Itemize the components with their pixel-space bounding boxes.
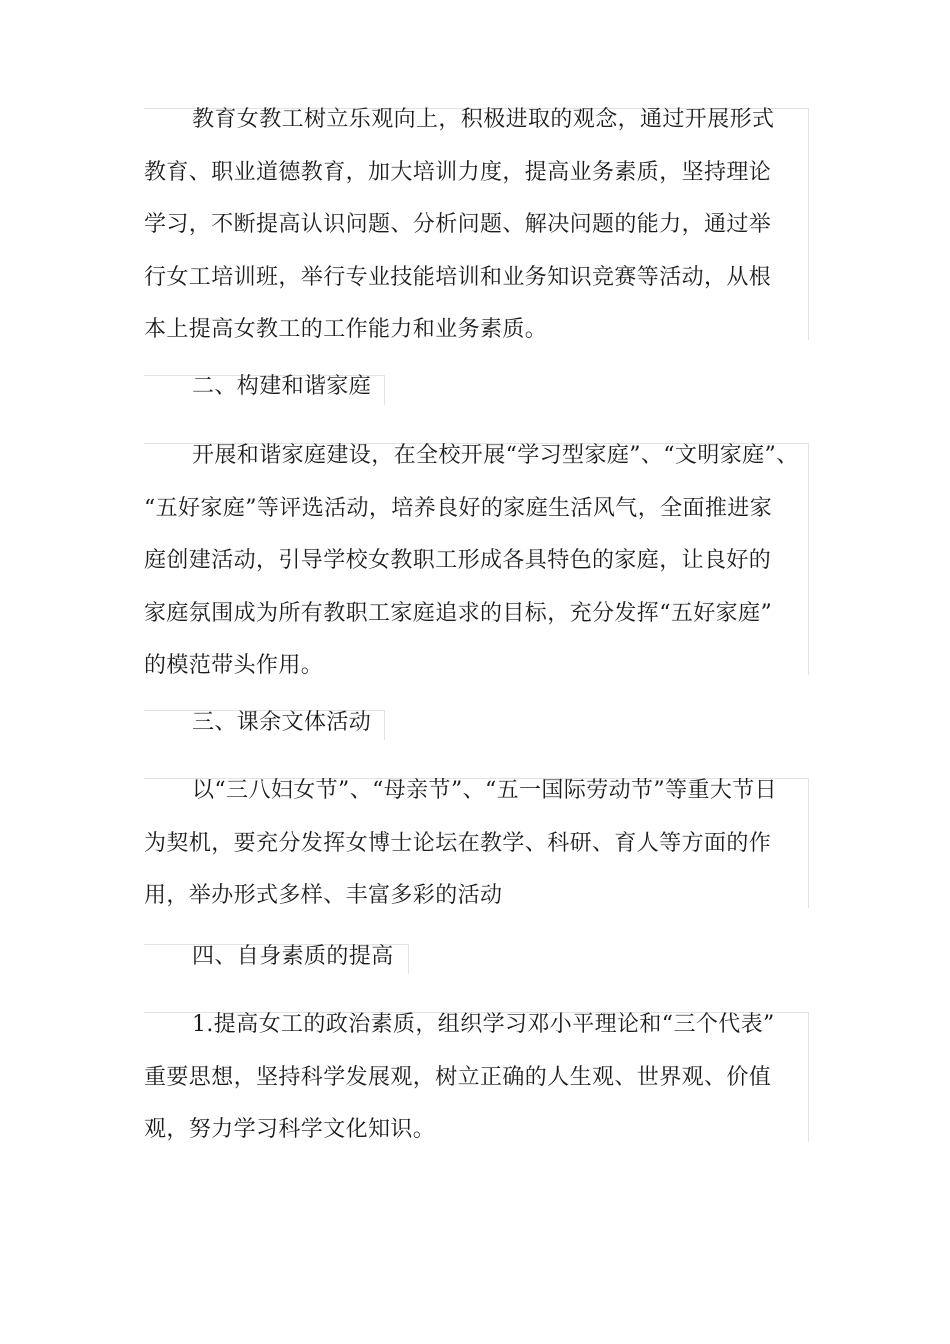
paragraph-3 xyxy=(144,765,777,923)
section-heading-2 xyxy=(144,361,371,414)
guide-line xyxy=(808,108,809,340)
paragraph-line: 庭创建活动，引导学校女教职工形成各具特色的家庭，让良好的 xyxy=(144,548,772,573)
paragraph-line: 的模范带头作用。 xyxy=(144,653,324,678)
guide-line xyxy=(808,1012,809,1142)
section-heading-4 xyxy=(144,931,394,984)
guide-line xyxy=(384,375,385,405)
paragraph-1 xyxy=(144,94,774,357)
paragraph-line: “五好家庭”等评选活动，培养良好的家庭生活风气，全面推进家 xyxy=(144,495,773,521)
paragraph-line: 本上提高女教工的工作能力和业务素质。 xyxy=(144,317,548,342)
paragraph-2 xyxy=(144,430,799,693)
heading-text: 三、课余文体活动 xyxy=(192,710,372,735)
paragraph-line: 教育、职业道德教育，加大培训力度，提高业务素质，坚持理论 xyxy=(144,159,772,185)
paragraph-line: 学习，不断提高认识问题、分析问题、解决问题的能力，通过举 xyxy=(144,212,772,237)
paragraph-line: 教育女教工树立乐观向上，积极进取的观念，通过开展形式 xyxy=(192,107,775,132)
heading-text: 二、构建和谐家庭 xyxy=(192,374,372,399)
guide-line xyxy=(808,443,809,675)
guide-line xyxy=(384,710,385,740)
paragraph-line: 行女工培训班，举行专业技能培训和业务知识竞赛等活动，从根 xyxy=(144,264,772,290)
heading-text: 四、自身素质的提高 xyxy=(192,944,394,969)
guide-line xyxy=(408,944,409,974)
section-heading-3 xyxy=(144,697,371,750)
paragraph-line: 用，举办形式多样、丰富多彩的活动 xyxy=(144,883,503,908)
paragraph-line: 以“三八妇女节”、“母亲节”、“五一国际劳动节”等重大节日 xyxy=(192,778,778,803)
paragraph-line: 1.提高女工的政治素质，组织学习邓小平理论和“三个代表” xyxy=(192,1012,775,1037)
paragraph-line: 家庭氛围成为所有教职工家庭追求的目标，充分发挥“五好家庭” xyxy=(144,600,773,626)
guide-line xyxy=(808,778,809,908)
paragraph-line: 重要思想，坚持科学发展观，树立正确的人生观、世界观、价值 xyxy=(144,1064,772,1090)
paragraph-line: 观，努力学习科学文化知识。 xyxy=(144,1117,436,1142)
paragraph-4 xyxy=(144,999,775,1157)
paragraph-line: 为契机，要充分发挥女博士论坛在教学、科研、育人等方面的作 xyxy=(144,830,772,856)
paragraph-line: 开展和谐家庭建设，在全校开展“学习型家庭”、“文明家庭”、 xyxy=(192,443,799,468)
